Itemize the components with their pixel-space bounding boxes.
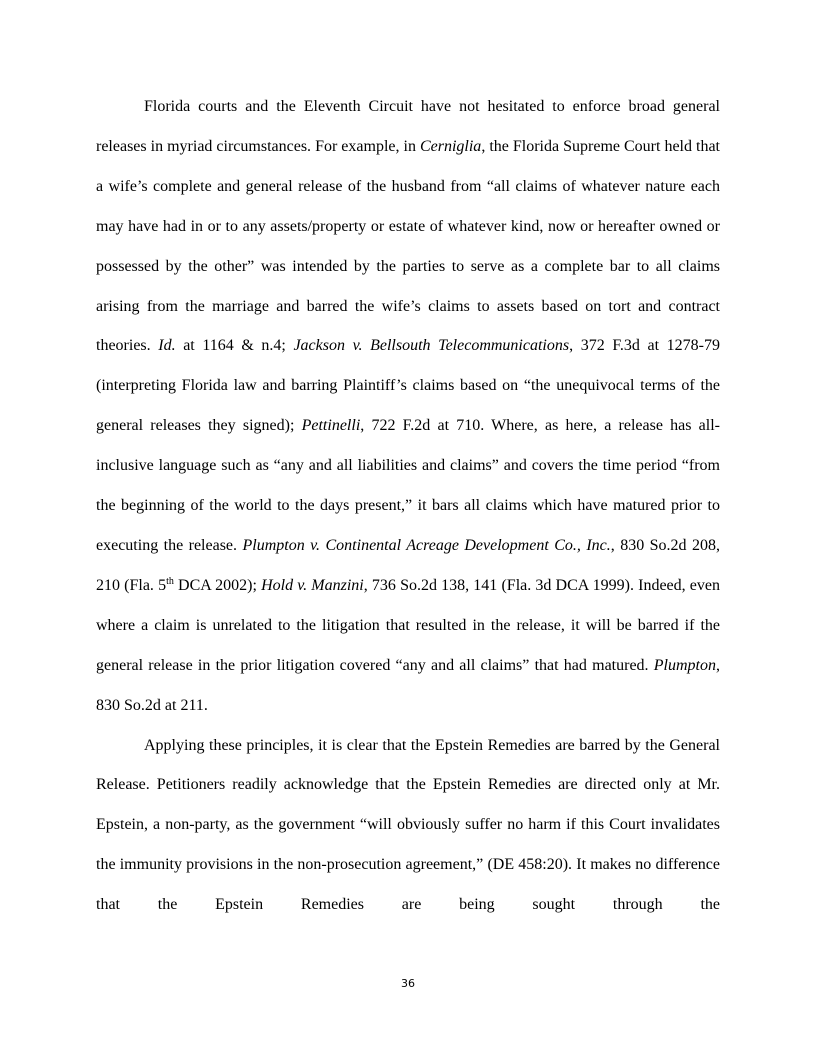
italic-citation: Hold v. Manzini	[261, 576, 364, 594]
text-run: , the Florida Supreme Court held that a wife’s complete and general release of the husband from “all claims of whatever nature each may have had in or to any assets/property or estate of whatever kind, now or hereafter owned or possessed by the other” was intended by the parties to serve as a complete bar to all claims arising from the marriage and barred the wife’s claims to assets based on tort and contract theories.	[96, 137, 721, 355]
italic-citation: Jackson v. Bellsouth Telecommunications	[293, 337, 570, 355]
text-run: , 722 F.2d at 710. Where, as here, a release has all-inclusive language such as “any and all liabilities and claims” and covers the time period “from the beginning of the world to the days present,” it bars all claims which have matured prior to executing the release.	[96, 417, 720, 554]
text-run: at 1164 & n.4;	[175, 337, 294, 355]
italic-citation: Plumpton	[653, 656, 716, 674]
text-run: Applying these principles, it is clear that the Epstein Remedies are barred by the General Release. Petitioners readily acknowledge that the Epstein Remedies are directed only at Mr. Epstein, a non-party, as the government “will obviously suffer no harm if this Court invalidates the immunity provisions in the non-prosecution agreement,” (DE 458:20). It makes no difference that the Epstein Remedies are being sought through the	[96, 736, 720, 914]
text-run: , 830 So.2d at 211.	[96, 656, 720, 714]
body-paragraph-1	[96, 87, 720, 726]
text-run: Florida courts and the Eleventh Circuit have not hesitated to enforce broad general releases in myriad circumstances. For example, in	[96, 98, 720, 155]
document-page	[96, 87, 720, 925]
superscript-ordinal: th	[166, 575, 174, 587]
body-paragraph-2	[96, 726, 720, 926]
text-run: DCA 2002);	[173, 576, 262, 594]
text-run: , 372 F.3d at 1278-79 (interpreting Florida law and barring Plaintiff’s claims based on “the unequivocal terms of the general releases they signed);	[96, 337, 721, 435]
italic-citation: Pettinelli	[301, 417, 361, 435]
italic-citation: Id.	[158, 337, 176, 355]
italic-citation: Cerniglia	[419, 137, 482, 155]
italic-citation: Plumpton v. Continental Acreage Development Co., Inc.	[242, 536, 611, 554]
page-number: 36	[401, 977, 415, 990]
text-run: , 736 So.2d 138, 141 (Fla. 3d DCA 1999). Indeed, even where a claim is unrelated to the litigation that resulted in the release, it will be barred if the general release in the prior litigation covered “any and all claims” that had matured.	[96, 576, 721, 674]
text-run: , 830 So.2d 208, 210 (Fla. 5	[96, 536, 720, 594]
